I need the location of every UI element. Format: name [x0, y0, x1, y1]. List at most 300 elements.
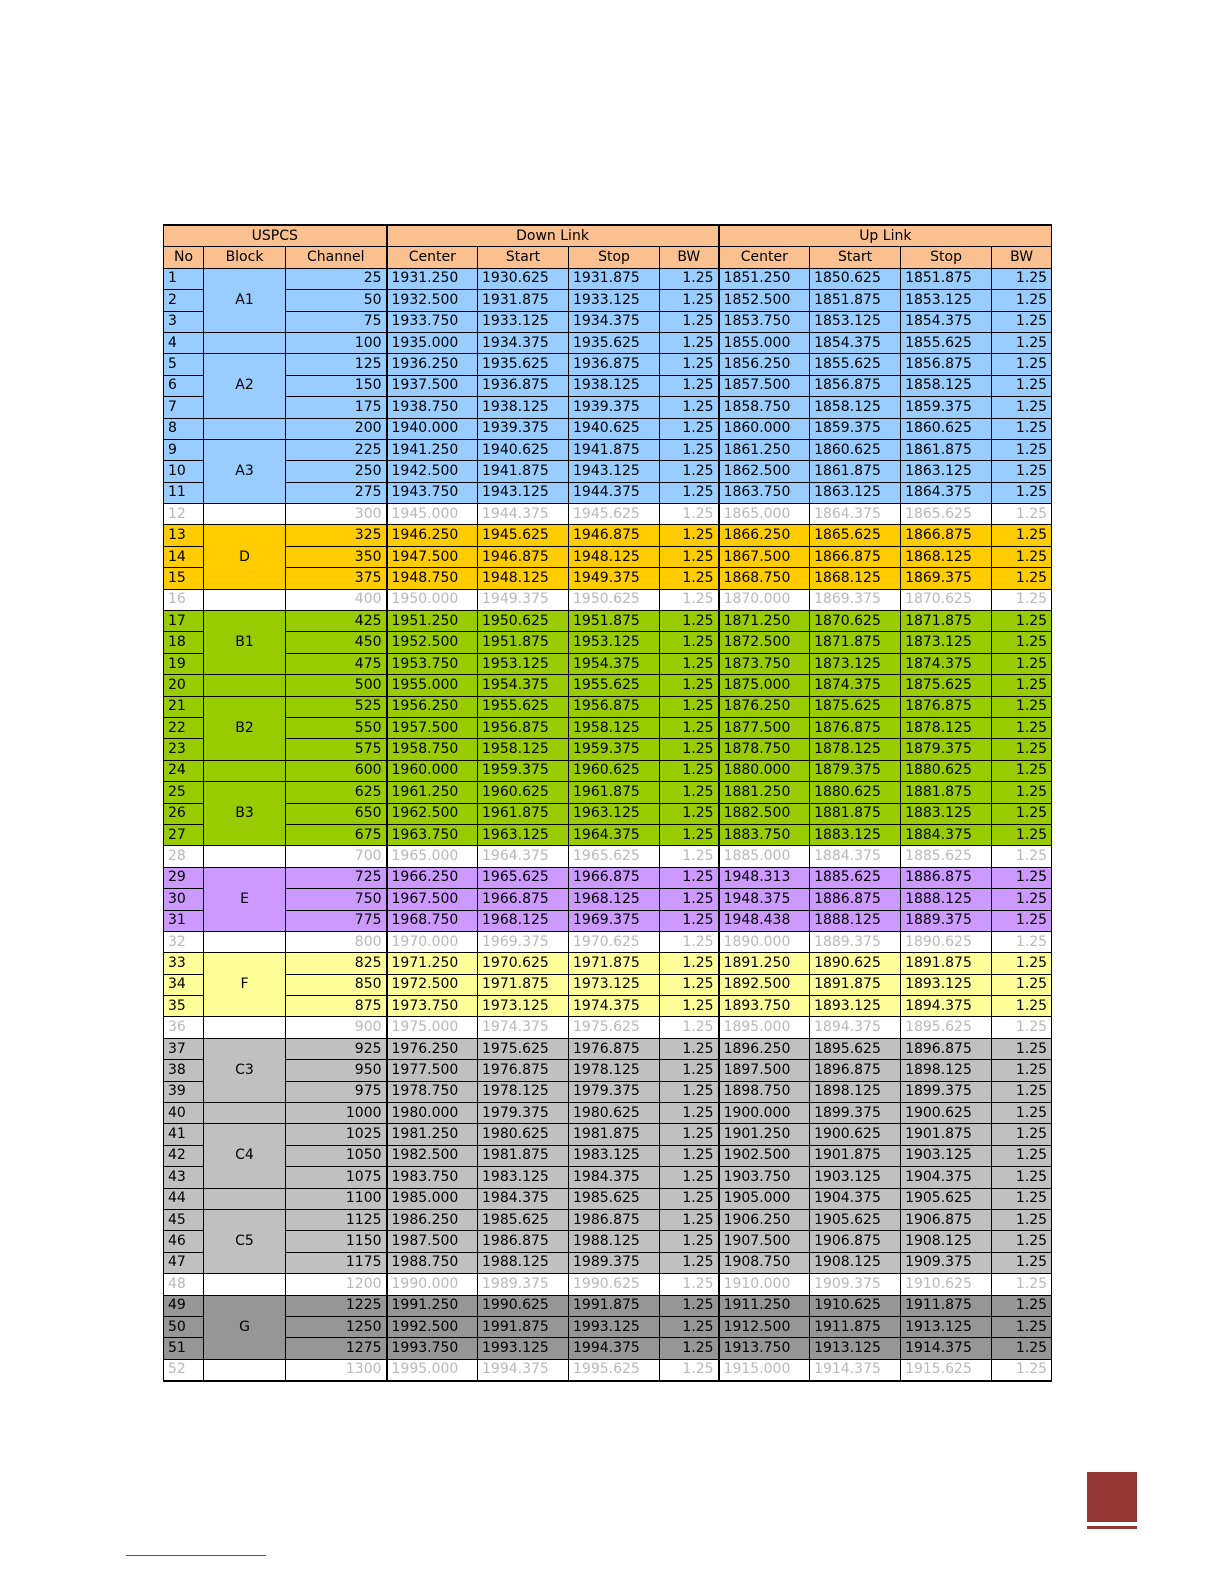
- dl-bw-value: 1.25: [660, 525, 719, 546]
- dl-stop-value: 1963.125: [569, 803, 660, 824]
- ul-center-value: 1852.500: [719, 290, 810, 311]
- row-number: 46: [164, 1231, 204, 1252]
- ul-stop-value: 1859.375: [901, 397, 992, 418]
- dl-bw-value: 1.25: [660, 696, 719, 717]
- dl-center-value: 1990.000: [387, 1274, 478, 1295]
- channel-value: 325: [286, 525, 387, 546]
- table-row: [164, 525, 1052, 546]
- dl-bw-value: 1.25: [660, 760, 719, 781]
- dl-stop-value: 1941.875: [569, 439, 660, 460]
- ul-stop-value: 1866.875: [901, 525, 992, 546]
- block-label: A1: [204, 268, 286, 332]
- table-row: [164, 1209, 1052, 1230]
- ul-bw-value: 1.25: [992, 953, 1052, 974]
- block-label-empty: [204, 675, 286, 696]
- dl-center-value: 1972.500: [387, 974, 478, 995]
- dl-center-value: 1962.500: [387, 803, 478, 824]
- ul-center-value: 1861.250: [719, 439, 810, 460]
- ul-center-value: 1858.750: [719, 397, 810, 418]
- ul-bw-value: 1.25: [992, 1316, 1052, 1337]
- ul-stop-value: 1873.125: [901, 632, 992, 653]
- dl-center-value: 1938.750: [387, 397, 478, 418]
- dl-start-value: 1975.625: [478, 1038, 569, 1059]
- row-number: 22: [164, 717, 204, 738]
- row-number: 38: [164, 1060, 204, 1081]
- dl-start-value: 1940.625: [478, 439, 569, 460]
- dl-bw-value: 1.25: [660, 717, 719, 738]
- row-number: 41: [164, 1124, 204, 1145]
- channel-value: 350: [286, 546, 387, 567]
- dl-bw-value: 1.25: [660, 974, 719, 995]
- channel-value: 500: [286, 675, 387, 696]
- dl-bw-value: 1.25: [660, 953, 719, 974]
- ul-bw-value: 1.25: [992, 717, 1052, 738]
- table-row: [164, 568, 1052, 589]
- ul-bw-value: 1.25: [992, 653, 1052, 674]
- dl-center-value: 1980.000: [387, 1103, 478, 1124]
- ul-stop-value: 1881.875: [901, 782, 992, 803]
- dl-start-value: 1941.875: [478, 461, 569, 482]
- dl-center-value: 1951.250: [387, 611, 478, 632]
- dl-bw-value: 1.25: [660, 439, 719, 460]
- dl-stop-value: 1966.875: [569, 867, 660, 888]
- table-row: [164, 675, 1052, 696]
- channel-value: 1050: [286, 1145, 387, 1166]
- dl-center-value: 1958.750: [387, 739, 478, 760]
- dl-start-value: 1991.875: [478, 1316, 569, 1337]
- ul-stop-value: 1853.125: [901, 290, 992, 311]
- dl-start-value: 1943.125: [478, 482, 569, 503]
- ul-bw-value: 1.25: [992, 525, 1052, 546]
- ul-start-value: 1875.625: [810, 696, 901, 717]
- ul-start-value: 1866.875: [810, 546, 901, 567]
- dl-center-value: 1940.000: [387, 418, 478, 439]
- row-number: 11: [164, 482, 204, 503]
- channel-value: 225: [286, 439, 387, 460]
- ul-stop-value: 1878.125: [901, 717, 992, 738]
- dl-stop-value: 1971.875: [569, 953, 660, 974]
- table-row: [164, 632, 1052, 653]
- ul-start-value: 1896.875: [810, 1060, 901, 1081]
- row-number: 24: [164, 760, 204, 781]
- channel-value: 200: [286, 418, 387, 439]
- dl-start-value: 1983.125: [478, 1167, 569, 1188]
- dl-bw-value: 1.25: [660, 568, 719, 589]
- col-header-dl-start: Start: [478, 247, 569, 268]
- row-number: 23: [164, 739, 204, 760]
- dl-start-value: 1959.375: [478, 760, 569, 781]
- row-number: 12: [164, 504, 204, 525]
- dl-stop-value: 1936.875: [569, 354, 660, 375]
- table-row: [164, 782, 1052, 803]
- dl-bw-value: 1.25: [660, 910, 719, 931]
- row-number: 18: [164, 632, 204, 653]
- dl-stop-value: 1939.375: [569, 397, 660, 418]
- table-row: [164, 910, 1052, 931]
- dl-bw-value: 1.25: [660, 354, 719, 375]
- row-number: 34: [164, 974, 204, 995]
- table-row: [164, 418, 1052, 439]
- channel-value: 575: [286, 739, 387, 760]
- ul-bw-value: 1.25: [992, 1295, 1052, 1316]
- block-label-empty: [204, 931, 286, 952]
- dl-start-value: 1976.875: [478, 1060, 569, 1081]
- ul-bw-value: 1.25: [992, 611, 1052, 632]
- dl-stop-value: 1944.375: [569, 482, 660, 503]
- ul-bw-value: 1.25: [992, 846, 1052, 867]
- dl-start-value: 1979.375: [478, 1103, 569, 1124]
- ul-start-value: 1898.125: [810, 1081, 901, 1102]
- row-number: 7: [164, 397, 204, 418]
- dl-stop-value: 1935.625: [569, 332, 660, 353]
- ul-start-value: 1884.375: [810, 846, 901, 867]
- channel-value: 625: [286, 782, 387, 803]
- ul-center-value: 1905.000: [719, 1188, 810, 1209]
- dl-bw-value: 1.25: [660, 461, 719, 482]
- dl-stop-value: 1990.625: [569, 1274, 660, 1295]
- channel-value: 75: [286, 311, 387, 332]
- ul-bw-value: 1.25: [992, 974, 1052, 995]
- block-label: C5: [204, 1209, 286, 1273]
- dl-start-value: 1966.875: [478, 889, 569, 910]
- ul-start-value: 1901.875: [810, 1145, 901, 1166]
- ul-stop-value: 1864.375: [901, 482, 992, 503]
- dl-stop-value: 1955.625: [569, 675, 660, 696]
- dl-bw-value: 1.25: [660, 1252, 719, 1273]
- table-row: [164, 1295, 1052, 1316]
- dl-stop-value: 1994.375: [569, 1338, 660, 1359]
- row-number: 27: [164, 824, 204, 845]
- row-number: 6: [164, 375, 204, 396]
- ul-stop-value: 1874.375: [901, 653, 992, 674]
- ul-center-value: 1866.250: [719, 525, 810, 546]
- dl-stop-value: 1978.125: [569, 1060, 660, 1081]
- ul-start-value: 1913.125: [810, 1338, 901, 1359]
- channel-value: 375: [286, 568, 387, 589]
- ul-stop-value: 1906.875: [901, 1209, 992, 1230]
- row-number: 37: [164, 1038, 204, 1059]
- block-label: D: [204, 525, 286, 589]
- block-label: B3: [204, 782, 286, 846]
- ul-stop-value: 1885.625: [901, 846, 992, 867]
- row-number: 2: [164, 290, 204, 311]
- ul-center-value: 1883.750: [719, 824, 810, 845]
- channel-value: 1225: [286, 1295, 387, 1316]
- ul-stop-value: 1914.375: [901, 1338, 992, 1359]
- table-row: [164, 996, 1052, 1017]
- ul-start-value: 1899.375: [810, 1103, 901, 1124]
- ul-start-value: 1911.875: [810, 1316, 901, 1337]
- col-header-dl-bw: BW: [660, 247, 719, 268]
- ul-bw-value: 1.25: [992, 1252, 1052, 1273]
- table-row: [164, 354, 1052, 375]
- block-label: E: [204, 867, 286, 931]
- dl-bw-value: 1.25: [660, 996, 719, 1017]
- ul-bw-value: 1.25: [992, 1359, 1052, 1381]
- ul-bw-value: 1.25: [992, 1274, 1052, 1295]
- dl-start-value: 1993.125: [478, 1338, 569, 1359]
- ul-start-value: 1885.625: [810, 867, 901, 888]
- table-row: [164, 717, 1052, 738]
- dl-stop-value: 1949.375: [569, 568, 660, 589]
- row-number: 3: [164, 311, 204, 332]
- channel-value: 875: [286, 996, 387, 1017]
- ul-start-value: 1894.375: [810, 1017, 901, 1038]
- ul-start-value: 1888.125: [810, 910, 901, 931]
- dl-stop-value: 1943.125: [569, 461, 660, 482]
- ul-stop-value: 1901.875: [901, 1124, 992, 1145]
- dl-bw-value: 1.25: [660, 1145, 719, 1166]
- row-number: 32: [164, 931, 204, 952]
- dl-bw-value: 1.25: [660, 1081, 719, 1102]
- table-row: [164, 1081, 1052, 1102]
- channel-value: 1000: [286, 1103, 387, 1124]
- ul-center-value: 1897.500: [719, 1060, 810, 1081]
- ul-start-value: 1859.375: [810, 418, 901, 439]
- row-number: 14: [164, 546, 204, 567]
- channel-value: 425: [286, 611, 387, 632]
- ul-bw-value: 1.25: [992, 803, 1052, 824]
- channel-value: 950: [286, 1060, 387, 1081]
- table-row: [164, 739, 1052, 760]
- ul-stop-value: 1886.875: [901, 867, 992, 888]
- row-number: 30: [164, 889, 204, 910]
- dl-bw-value: 1.25: [660, 1231, 719, 1252]
- dl-center-value: 1935.000: [387, 332, 478, 353]
- dl-center-value: 1977.500: [387, 1060, 478, 1081]
- channel-value: 1025: [286, 1124, 387, 1145]
- row-number: 17: [164, 611, 204, 632]
- col-header-ul-start: Start: [810, 247, 901, 268]
- table-row: [164, 1145, 1052, 1166]
- table-row: [164, 1359, 1052, 1381]
- ul-start-value: 1905.625: [810, 1209, 901, 1230]
- dl-center-value: 1955.000: [387, 675, 478, 696]
- block-label: F: [204, 953, 286, 1017]
- dl-stop-value: 1995.625: [569, 1359, 660, 1381]
- dl-stop-value: 1985.625: [569, 1188, 660, 1209]
- dl-stop-value: 1961.875: [569, 782, 660, 803]
- row-number: 26: [164, 803, 204, 824]
- ul-start-value: 1854.375: [810, 332, 901, 353]
- ul-stop-value: 1879.375: [901, 739, 992, 760]
- ul-center-value: 1901.250: [719, 1124, 810, 1145]
- ul-bw-value: 1.25: [992, 782, 1052, 803]
- block-label-empty: [204, 1274, 286, 1295]
- ul-center-value: 1868.750: [719, 568, 810, 589]
- dl-start-value: 1956.875: [478, 717, 569, 738]
- dl-bw-value: 1.25: [660, 1038, 719, 1059]
- dl-start-value: 1973.125: [478, 996, 569, 1017]
- ul-start-value: 1864.375: [810, 504, 901, 525]
- dl-start-value: 1988.125: [478, 1252, 569, 1273]
- dl-start-value: 1954.375: [478, 675, 569, 696]
- ul-center-value: 1872.500: [719, 632, 810, 653]
- ul-bw-value: 1.25: [992, 418, 1052, 439]
- ul-stop-value: 1868.125: [901, 546, 992, 567]
- ul-center-value: 1851.250: [719, 268, 810, 289]
- ul-stop-value: 1888.125: [901, 889, 992, 910]
- ul-bw-value: 1.25: [992, 1060, 1052, 1081]
- ul-bw-value: 1.25: [992, 696, 1052, 717]
- dl-start-value: 1974.375: [478, 1017, 569, 1038]
- dl-center-value: 1945.000: [387, 504, 478, 525]
- dl-start-value: 1986.875: [478, 1231, 569, 1252]
- channel-value: 300: [286, 504, 387, 525]
- ul-center-value: 1908.750: [719, 1252, 810, 1273]
- ul-center-value: 1871.250: [719, 611, 810, 632]
- channel-value: 125: [286, 354, 387, 375]
- channel-value: 100: [286, 332, 387, 353]
- column-header-row: [164, 247, 1052, 268]
- dl-center-value: 1988.750: [387, 1252, 478, 1273]
- ul-center-value: 1877.500: [719, 717, 810, 738]
- dl-bw-value: 1.25: [660, 332, 719, 353]
- ul-bw-value: 1.25: [992, 375, 1052, 396]
- dl-stop-value: 1956.875: [569, 696, 660, 717]
- dl-stop-value: 1983.125: [569, 1145, 660, 1166]
- channel-value: 1125: [286, 1209, 387, 1230]
- ul-bw-value: 1.25: [992, 632, 1052, 653]
- row-number: 8: [164, 418, 204, 439]
- ul-stop-value: 1876.875: [901, 696, 992, 717]
- channel-value: 1100: [286, 1188, 387, 1209]
- channel-value: 650: [286, 803, 387, 824]
- row-number: 16: [164, 589, 204, 610]
- dl-center-value: 1968.750: [387, 910, 478, 931]
- ul-bw-value: 1.25: [992, 1167, 1052, 1188]
- block-label: C4: [204, 1124, 286, 1188]
- ul-bw-value: 1.25: [992, 1103, 1052, 1124]
- dl-center-value: 1931.250: [387, 268, 478, 289]
- dl-stop-value: 1979.375: [569, 1081, 660, 1102]
- dl-bw-value: 1.25: [660, 653, 719, 674]
- dl-stop-value: 1940.625: [569, 418, 660, 439]
- dl-start-value: 1964.375: [478, 846, 569, 867]
- dl-stop-value: 1986.875: [569, 1209, 660, 1230]
- row-number: 9: [164, 439, 204, 460]
- ul-bw-value: 1.25: [992, 1038, 1052, 1059]
- dl-bw-value: 1.25: [660, 482, 719, 503]
- ul-bw-value: 1.25: [992, 568, 1052, 589]
- dl-stop-value: 1964.375: [569, 824, 660, 845]
- dl-center-value: 1957.500: [387, 717, 478, 738]
- dl-start-value: 1961.875: [478, 803, 569, 824]
- block-label: A2: [204, 354, 286, 418]
- dl-start-value: 1965.625: [478, 867, 569, 888]
- ul-bw-value: 1.25: [992, 1017, 1052, 1038]
- row-number: 4: [164, 332, 204, 353]
- ul-stop-value: 1889.375: [901, 910, 992, 931]
- channel-value: 450: [286, 632, 387, 653]
- dl-start-value: 1963.125: [478, 824, 569, 845]
- ul-center-value: 1910.000: [719, 1274, 810, 1295]
- dl-stop-value: 1976.875: [569, 1038, 660, 1059]
- channel-value: 1250: [286, 1316, 387, 1337]
- dl-center-value: 1965.000: [387, 846, 478, 867]
- ul-center-value: 1911.250: [719, 1295, 810, 1316]
- dl-stop-value: 1965.625: [569, 846, 660, 867]
- ul-stop-value: 1913.125: [901, 1316, 992, 1337]
- dl-start-value: 1934.375: [478, 332, 569, 353]
- row-number: 44: [164, 1188, 204, 1209]
- dl-start-value: 1994.375: [478, 1359, 569, 1381]
- dl-center-value: 1982.500: [387, 1145, 478, 1166]
- ul-start-value: 1908.125: [810, 1252, 901, 1273]
- ul-stop-value: 1908.125: [901, 1231, 992, 1252]
- row-number: 29: [164, 867, 204, 888]
- ul-center-value: 1857.500: [719, 375, 810, 396]
- ul-stop-value: 1869.375: [901, 568, 992, 589]
- dl-bw-value: 1.25: [660, 739, 719, 760]
- table-row: [164, 953, 1052, 974]
- dl-stop-value: 1954.375: [569, 653, 660, 674]
- block-label: C3: [204, 1038, 286, 1102]
- dl-stop-value: 1946.875: [569, 525, 660, 546]
- dl-bw-value: 1.25: [660, 1103, 719, 1124]
- row-number: 28: [164, 846, 204, 867]
- ul-start-value: 1904.375: [810, 1188, 901, 1209]
- ul-center-value: 1865.000: [719, 504, 810, 525]
- dl-center-value: 1986.250: [387, 1209, 478, 1230]
- ul-center-value: 1873.750: [719, 653, 810, 674]
- ul-start-value: 1889.375: [810, 931, 901, 952]
- dl-bw-value: 1.25: [660, 589, 719, 610]
- dl-bw-value: 1.25: [660, 824, 719, 845]
- dl-bw-value: 1.25: [660, 375, 719, 396]
- dl-center-value: 1942.500: [387, 461, 478, 482]
- dl-start-value: 1971.875: [478, 974, 569, 995]
- dl-start-value: 1990.625: [478, 1295, 569, 1316]
- row-number: 25: [164, 782, 204, 803]
- channel-value: 775: [286, 910, 387, 931]
- ul-start-value: 1860.625: [810, 439, 901, 460]
- group-header-uspcs: USPCS: [164, 225, 387, 247]
- table-row: [164, 290, 1052, 311]
- channel-value: 725: [286, 867, 387, 888]
- ul-stop-value: 1870.625: [901, 589, 992, 610]
- dl-start-value: 1939.375: [478, 418, 569, 439]
- ul-bw-value: 1.25: [992, 760, 1052, 781]
- ul-bw-value: 1.25: [992, 889, 1052, 910]
- row-number: 48: [164, 1274, 204, 1295]
- ul-bw-value: 1.25: [992, 504, 1052, 525]
- ul-start-value: 1870.625: [810, 611, 901, 632]
- col-header-channel: Channel: [286, 247, 387, 268]
- ul-bw-value: 1.25: [992, 910, 1052, 931]
- dl-start-value: 1980.625: [478, 1124, 569, 1145]
- dl-stop-value: 1938.125: [569, 375, 660, 396]
- ul-start-value: 1855.625: [810, 354, 901, 375]
- table-row: [164, 504, 1052, 525]
- ul-start-value: 1880.625: [810, 782, 901, 803]
- table-row: [164, 653, 1052, 674]
- ul-stop-value: 1856.875: [901, 354, 992, 375]
- group-header-row: [164, 225, 1052, 247]
- ul-start-value: 1850.625: [810, 268, 901, 289]
- ul-bw-value: 1.25: [992, 675, 1052, 696]
- ul-start-value: 1900.625: [810, 1124, 901, 1145]
- ul-stop-value: 1883.125: [901, 803, 992, 824]
- ul-stop-value: 1880.625: [901, 760, 992, 781]
- row-number: 20: [164, 675, 204, 696]
- channel-value: 750: [286, 889, 387, 910]
- ul-bw-value: 1.25: [992, 311, 1052, 332]
- dl-start-value: 1978.125: [478, 1081, 569, 1102]
- block-label-empty: [204, 589, 286, 610]
- dl-start-value: 1931.875: [478, 290, 569, 311]
- dl-center-value: 1985.000: [387, 1188, 478, 1209]
